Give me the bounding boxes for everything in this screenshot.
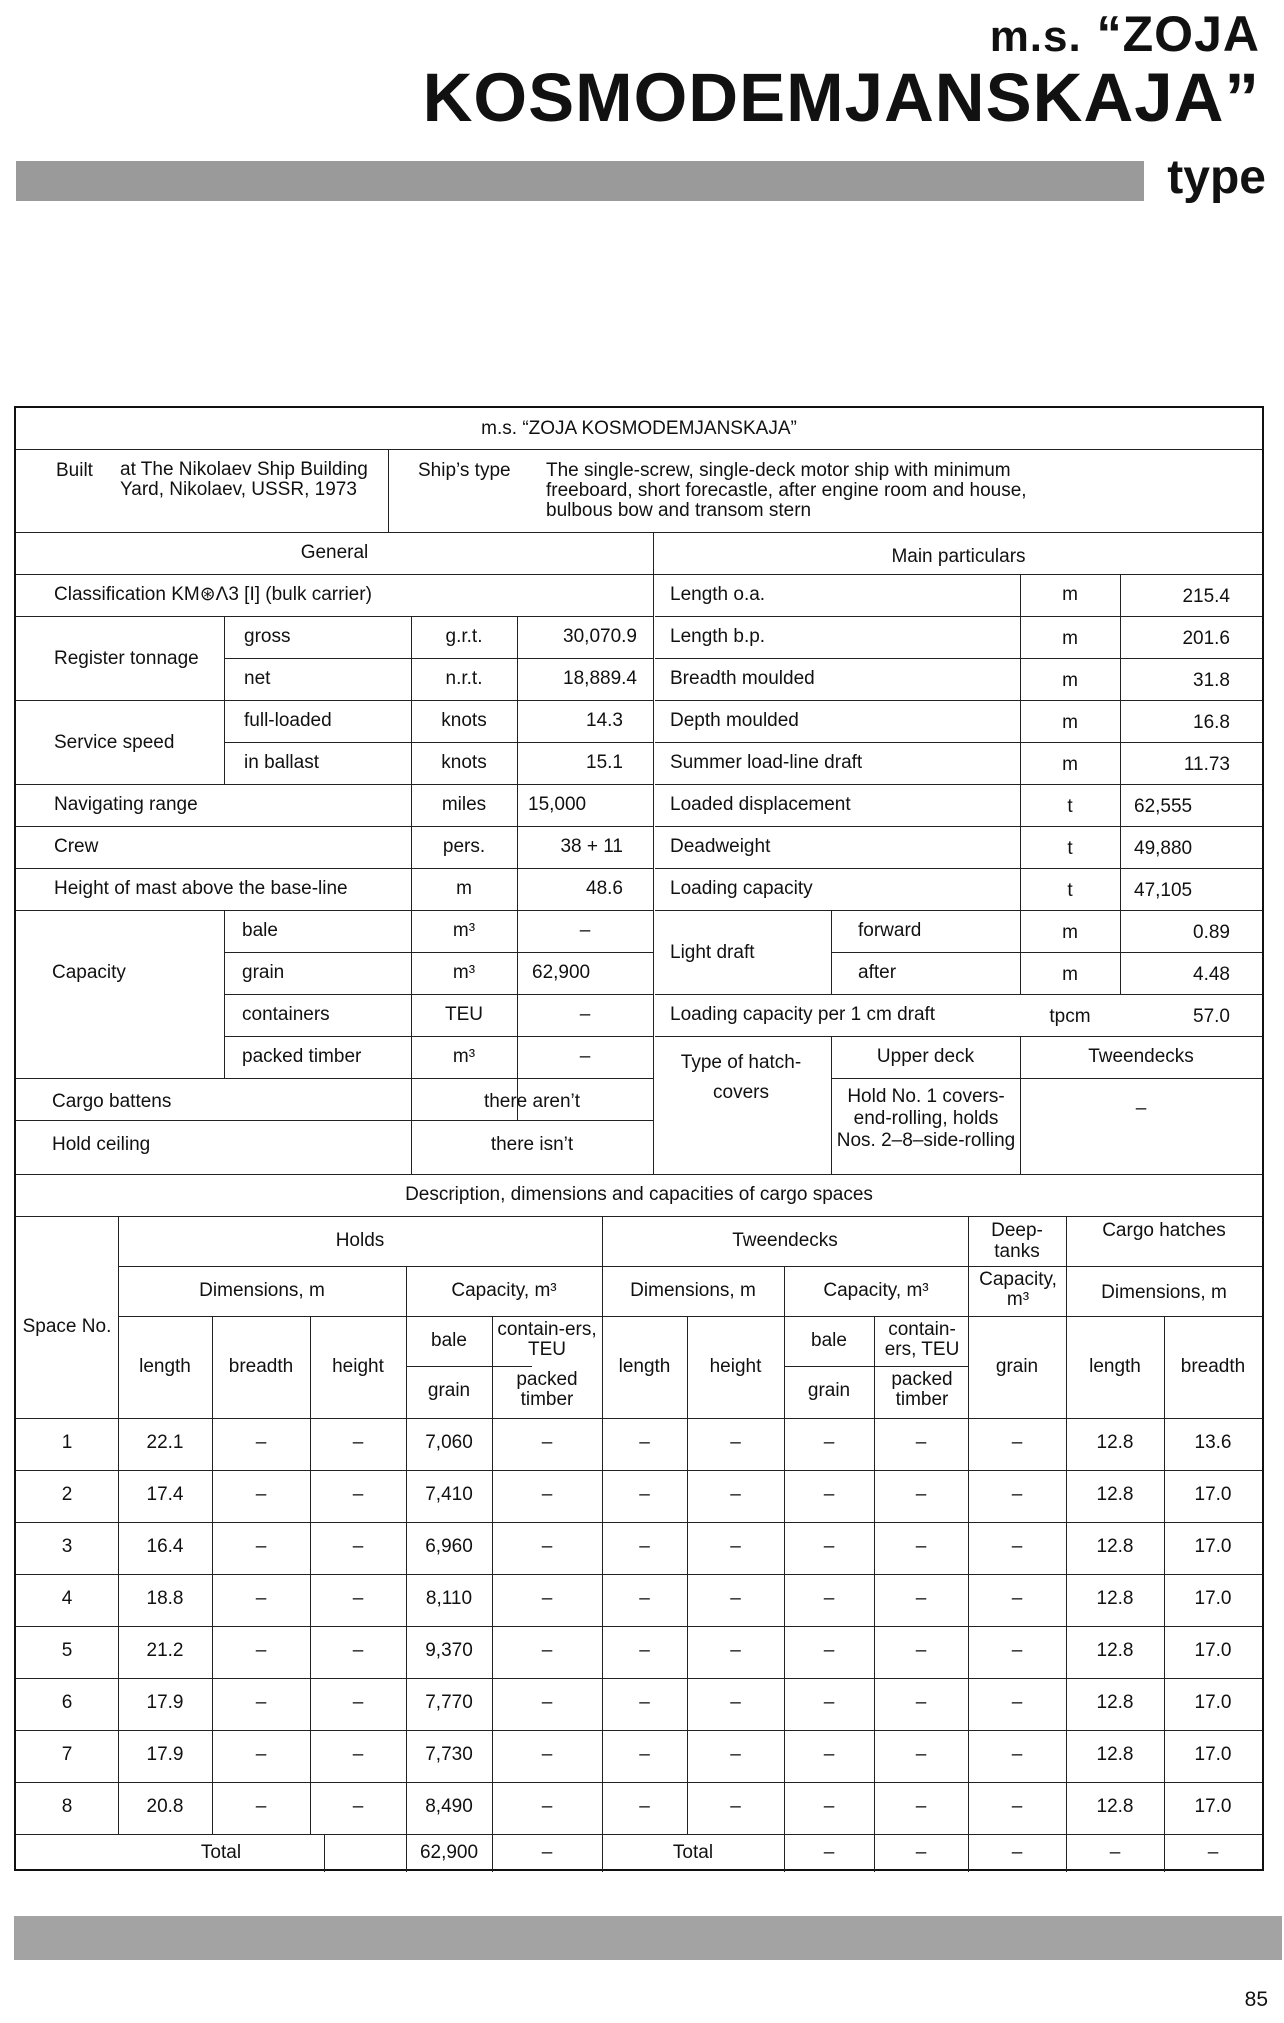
cell-breadth: – xyxy=(255,1588,267,1609)
mp-unit-7: t xyxy=(1067,880,1073,901)
cell-breadth: – xyxy=(255,1484,267,1505)
cell-breadth: – xyxy=(255,1536,267,1557)
mast-height-value: 48.6 xyxy=(586,878,623,899)
cell-length: 17.9 xyxy=(146,1692,184,1713)
holds-containers-header: contain-ers, TEU xyxy=(497,1319,597,1360)
light-draft-forward-unit: m xyxy=(1062,922,1078,943)
tweendecks-header: Tweendecks xyxy=(732,1230,838,1251)
cell-cont: – xyxy=(541,1484,553,1505)
cell-tw-cont: – xyxy=(915,1484,927,1505)
cap-grain-value: 62,900 xyxy=(532,962,591,983)
register-tonnage-label: Register tonnage xyxy=(54,648,199,669)
built-label: Built xyxy=(56,460,93,481)
mp-label-0: Length o.a. xyxy=(670,584,766,605)
holds-capacity-header: Capacity, m³ xyxy=(451,1280,557,1301)
cell-height: – xyxy=(352,1432,364,1453)
cell-deep: – xyxy=(1011,1692,1023,1713)
cell-tw-cont: – xyxy=(915,1432,927,1453)
mp-label-3: Depth moulded xyxy=(670,710,799,731)
cell-cont: – xyxy=(541,1640,553,1661)
hold-ceiling-label: Hold ceiling xyxy=(52,1134,151,1155)
navigating-range-value: 15,000 xyxy=(528,794,587,815)
navigating-range-label: Navigating range xyxy=(54,794,198,815)
cell-cont: – xyxy=(541,1796,553,1817)
cell-deep: – xyxy=(1011,1796,1023,1817)
mp-label-2: Breadth moulded xyxy=(670,668,815,689)
cell-breadth: – xyxy=(255,1692,267,1713)
mp-value-7: 47,105 xyxy=(1134,880,1193,901)
crew-value: 38 + 11 xyxy=(560,836,623,857)
hatches-length-header: length xyxy=(1089,1356,1141,1377)
tw-total-bale: – xyxy=(823,1842,835,1863)
deeptanks-capacity-header: Capacity, m³ xyxy=(979,1269,1057,1310)
net-label: net xyxy=(244,668,271,689)
cell-tw-cont: – xyxy=(915,1640,927,1661)
cell-length: 17.4 xyxy=(146,1484,184,1505)
cell-tw-cont: – xyxy=(915,1692,927,1713)
cell-no: 4 xyxy=(61,1588,73,1609)
cell-grain: 8,490 xyxy=(425,1796,473,1817)
gross-unit: g.r.t. xyxy=(445,626,483,647)
crew-label: Crew xyxy=(54,836,99,857)
cell-grain: 7,410 xyxy=(425,1484,473,1505)
cell-no: 1 xyxy=(61,1432,73,1453)
bottom-gray-bar xyxy=(14,1916,1282,1960)
cap-containers-unit: TEU xyxy=(445,1004,483,1025)
cell-tw-bale: – xyxy=(823,1588,835,1609)
space-no-header: Space No. xyxy=(22,1316,112,1337)
page-number: 85 xyxy=(1244,1988,1268,2011)
cell-grain: 7,770 xyxy=(425,1692,473,1713)
capacity-label: Capacity xyxy=(52,962,126,983)
title-prefix: m.s. xyxy=(989,12,1082,61)
mp-label-5: Loaded displacement xyxy=(670,794,851,815)
cell-h-len: 12.8 xyxy=(1096,1692,1134,1713)
cell-h-br: 17.0 xyxy=(1194,1692,1232,1713)
cell-h-br: 17.0 xyxy=(1194,1536,1232,1557)
cell-deep: – xyxy=(1011,1640,1023,1661)
cell-tw-h: – xyxy=(730,1692,741,1713)
cap-timber-value: – xyxy=(579,1046,591,1067)
title-suffix: type xyxy=(1167,151,1266,204)
cell-tw-len: – xyxy=(639,1432,650,1453)
cell-h-len: 12.8 xyxy=(1096,1432,1134,1453)
per-cm-label: Loading capacity per 1 cm draft xyxy=(670,1004,936,1025)
ship-data-table xyxy=(14,406,1264,1871)
light-draft-after-unit: m xyxy=(1062,964,1078,985)
cell-h-br: 17.0 xyxy=(1194,1744,1232,1765)
hatches-total-breadth: – xyxy=(1207,1842,1219,1863)
holds-height-header: height xyxy=(332,1356,384,1377)
light-draft-forward-label: forward xyxy=(858,920,922,941)
cap-grain-label: grain xyxy=(242,962,285,983)
cell-no: 8 xyxy=(61,1796,73,1817)
cell-deep: – xyxy=(1011,1484,1023,1505)
mp-label-1: Length b.p. xyxy=(670,626,766,647)
cell-tw-cont: – xyxy=(915,1588,927,1609)
hatches-breadth-header: breadth xyxy=(1180,1356,1246,1377)
hold-ceiling-value: there isn’t xyxy=(490,1134,574,1155)
cell-tw-h: – xyxy=(730,1484,741,1505)
holds-total-label: Total xyxy=(200,1842,242,1863)
cell-cont: – xyxy=(541,1692,553,1713)
tw-capacity-header: Capacity, m³ xyxy=(823,1280,929,1301)
holds-total-containers: – xyxy=(541,1842,553,1863)
cell-cont: – xyxy=(541,1536,553,1557)
navigating-range-unit: miles xyxy=(441,794,487,815)
hatches-dimensions-header: Dimensions, m xyxy=(1101,1282,1227,1303)
tw-timber-header: packed timber xyxy=(891,1369,953,1410)
mp-value-1: 201.6 xyxy=(1182,628,1230,649)
cell-no: 6 xyxy=(61,1692,73,1713)
tw-grain-header: grain xyxy=(807,1380,851,1401)
cell-height: – xyxy=(352,1796,364,1817)
net-unit: n.r.t. xyxy=(445,668,483,689)
per-cm-unit: tpcm xyxy=(1049,1006,1091,1027)
deeptanks-header: Deep-tanks xyxy=(991,1220,1043,1262)
light-draft-label: Light draft xyxy=(670,942,755,963)
hatch-covers-label: Type of hatch-covers xyxy=(680,1052,802,1103)
built-value: at The Nikolaev Ship Building Yard, Nikolaev, USSR, 1973 xyxy=(120,459,368,500)
cell-tw-h: – xyxy=(730,1744,741,1765)
tw-bale-header: bale xyxy=(811,1330,847,1351)
cell-no: 2 xyxy=(61,1484,73,1505)
cargo-battens-label: Cargo battens xyxy=(52,1091,172,1112)
mp-unit-1: m xyxy=(1062,628,1078,649)
hatch-upper-deck-label: Upper deck xyxy=(876,1046,975,1067)
cell-grain: 6,960 xyxy=(425,1536,473,1557)
mast-height-label: Height of mast above the base-line xyxy=(54,878,348,899)
hatch-tweendecks-value: – xyxy=(1135,1098,1147,1119)
title-gray-bar xyxy=(16,161,1144,201)
holds-bale-header: bale xyxy=(431,1330,467,1351)
cell-breadth: – xyxy=(255,1640,267,1661)
cell-breadth: – xyxy=(255,1796,267,1817)
cell-h-len: 12.8 xyxy=(1096,1588,1134,1609)
main-particulars-heading: Main particulars xyxy=(891,546,1026,567)
cargo-hatches-header: Cargo hatches xyxy=(1102,1220,1226,1241)
cell-tw-h: – xyxy=(730,1432,741,1453)
cell-deep: – xyxy=(1011,1536,1023,1557)
cell-length: 20.8 xyxy=(146,1796,184,1817)
crew-unit: pers. xyxy=(442,836,486,857)
cap-containers-value: – xyxy=(579,1004,591,1025)
cell-deep: – xyxy=(1011,1744,1023,1765)
classification: Classification KM⊛Λ3 [I] (bulk carrier) xyxy=(54,584,372,605)
cell-tw-h: – xyxy=(730,1796,741,1817)
tw-containers-header: contain-ers, TEU xyxy=(884,1319,960,1360)
holds-breadth-header: breadth xyxy=(228,1356,294,1377)
cell-length: 22.1 xyxy=(146,1432,184,1453)
cell-h-len: 12.8 xyxy=(1096,1536,1134,1557)
cell-h-br: 13.6 xyxy=(1194,1432,1232,1453)
title-name-part-2: KOSMODEMJANSKAJA” xyxy=(422,59,1260,136)
cell-height: – xyxy=(352,1640,364,1661)
hatch-upper-deck-value: Hold No. 1 covers-end-rolling, holds Nos. 2–8–side-rolling xyxy=(836,1086,1016,1151)
mp-value-2: 31.8 xyxy=(1193,670,1230,691)
cell-h-br: 17.0 xyxy=(1194,1796,1232,1817)
mp-value-3: 16.8 xyxy=(1193,712,1230,733)
cap-timber-label: packed timber xyxy=(242,1046,362,1067)
holds-length-header: length xyxy=(139,1356,191,1377)
holds-dimensions-header: Dimensions, m xyxy=(199,1280,325,1301)
tw-height-header: height xyxy=(709,1356,762,1377)
full-loaded-value: 14.3 xyxy=(586,710,623,731)
cell-tw-bale: – xyxy=(823,1640,835,1661)
cell-tw-bale: – xyxy=(823,1432,835,1453)
hatch-tweendecks-label: Tweendecks xyxy=(1088,1046,1194,1067)
cell-tw-cont: – xyxy=(915,1536,927,1557)
full-loaded-label: full-loaded xyxy=(244,710,332,731)
mp-value-4: 11.73 xyxy=(1183,754,1230,775)
mp-value-5: 62,555 xyxy=(1134,796,1193,817)
mp-unit-6: t xyxy=(1067,838,1073,859)
mp-unit-0: m xyxy=(1062,584,1078,605)
mp-label-4: Summer load-line draft xyxy=(670,752,863,773)
cell-tw-h: – xyxy=(730,1640,741,1661)
cell-tw-h: – xyxy=(730,1588,741,1609)
cell-grain: 7,060 xyxy=(425,1432,473,1453)
cargo-battens-value: there aren’t xyxy=(483,1091,581,1112)
holds-total-grain: 62,900 xyxy=(419,1842,479,1863)
ship-type-value: The single-screw, single-deck motor ship with minimum freeboard, short forecastle, after engine room and house, bulbous bow and transom stern xyxy=(546,460,1027,521)
mp-label-6: Deadweight xyxy=(670,836,771,857)
gross-value: 30,070.9 xyxy=(563,626,637,647)
deeptanks-grain-header: grain xyxy=(995,1356,1039,1377)
cell-h-len: 12.8 xyxy=(1096,1640,1134,1661)
cell-height: – xyxy=(352,1744,364,1765)
holds-grain-header: grain xyxy=(427,1380,471,1401)
hatches-total-length: – xyxy=(1109,1842,1121,1863)
general-heading: General xyxy=(300,542,369,563)
mp-unit-5: t xyxy=(1067,796,1073,817)
cell-tw-cont: – xyxy=(915,1796,927,1817)
title-name-part-1: “ZOJA xyxy=(1096,6,1260,62)
cell-no: 5 xyxy=(61,1640,73,1661)
cell-grain: 9,370 xyxy=(425,1640,473,1661)
cell-length: 18.8 xyxy=(146,1588,184,1609)
ballast-value: 15.1 xyxy=(586,752,623,773)
cell-deep: – xyxy=(1011,1432,1023,1453)
cell-deep: – xyxy=(1011,1588,1023,1609)
cell-tw-bale: – xyxy=(823,1536,835,1557)
cell-height: – xyxy=(352,1692,364,1713)
tw-total-containers: – xyxy=(915,1842,927,1863)
cap-bale-value: – xyxy=(579,920,591,941)
mp-unit-4: m xyxy=(1062,754,1078,775)
holds-header: Holds xyxy=(335,1230,385,1251)
cell-tw-h: – xyxy=(730,1536,741,1557)
mp-unit-2: m xyxy=(1062,670,1078,691)
cell-height: – xyxy=(352,1484,364,1505)
light-draft-forward-value: 0.89 xyxy=(1193,922,1230,943)
per-cm-value: 57.0 xyxy=(1193,1006,1230,1027)
table-title: m.s. “ZOJA KOSMODEMJANSKAJA” xyxy=(481,418,797,439)
cell-length: 21.2 xyxy=(146,1640,184,1661)
tw-length-header: length xyxy=(618,1356,671,1377)
light-draft-after-label: after xyxy=(858,962,897,983)
cell-length: 16.4 xyxy=(146,1536,184,1557)
tw-total-label: Total xyxy=(672,1842,714,1863)
ballast-label: in ballast xyxy=(244,752,319,773)
mp-unit-3: m xyxy=(1062,712,1078,733)
cell-no: 7 xyxy=(61,1744,73,1765)
cell-h-br: 17.0 xyxy=(1194,1484,1232,1505)
cell-tw-len: – xyxy=(639,1588,650,1609)
gross-label: gross xyxy=(244,626,291,647)
ballast-unit: knots xyxy=(441,752,487,773)
cap-containers-label: containers xyxy=(242,1004,330,1025)
cell-height: – xyxy=(352,1536,364,1557)
cell-grain: 8,110 xyxy=(425,1588,473,1609)
cell-breadth: – xyxy=(255,1432,267,1453)
cell-h-br: 17.0 xyxy=(1194,1640,1232,1661)
cell-grain: 7,730 xyxy=(425,1744,473,1765)
cell-tw-bale: – xyxy=(823,1744,835,1765)
service-speed-label: Service speed xyxy=(54,732,175,753)
cell-tw-len: – xyxy=(639,1796,650,1817)
cell-tw-bale: – xyxy=(823,1796,835,1817)
mast-height-unit: m xyxy=(456,878,472,899)
cell-h-len: 12.8 xyxy=(1096,1796,1134,1817)
mp-value-0: 215.4 xyxy=(1182,586,1230,607)
cargo-spaces-heading: Description, dimensions and capacities of cargo spaces xyxy=(405,1184,873,1205)
cell-tw-len: – xyxy=(639,1640,650,1661)
cell-tw-bale: – xyxy=(823,1692,835,1713)
cell-h-br: 17.0 xyxy=(1194,1588,1232,1609)
ship-type-label: Ship’s type xyxy=(418,460,511,481)
cell-tw-len: – xyxy=(639,1536,650,1557)
tw-dimensions-header: Dimensions, m xyxy=(630,1280,756,1301)
cap-timber-unit: m³ xyxy=(452,1046,476,1067)
cell-height: – xyxy=(352,1588,364,1609)
cell-tw-len: – xyxy=(639,1484,650,1505)
cell-tw-len: – xyxy=(639,1692,650,1713)
cell-cont: – xyxy=(541,1744,553,1765)
cap-bale-label: bale xyxy=(242,920,278,941)
deeptanks-total: – xyxy=(1011,1842,1023,1863)
cell-h-len: 12.8 xyxy=(1096,1484,1134,1505)
cell-tw-cont: – xyxy=(915,1744,927,1765)
mp-label-7: Loading capacity xyxy=(670,878,813,899)
cell-breadth: – xyxy=(255,1744,267,1765)
mp-value-6: 49,880 xyxy=(1134,838,1193,859)
cell-no: 3 xyxy=(61,1536,73,1557)
full-loaded-unit: knots xyxy=(441,710,487,731)
cell-cont: – xyxy=(541,1588,553,1609)
cell-tw-bale: – xyxy=(823,1484,835,1505)
cap-grain-unit: m³ xyxy=(452,962,476,983)
holds-timber-header: packed timber xyxy=(516,1369,578,1410)
cell-length: 17.9 xyxy=(146,1744,184,1765)
net-value: 18,889.4 xyxy=(563,668,637,689)
cell-tw-len: – xyxy=(639,1744,650,1765)
light-draft-after-value: 4.48 xyxy=(1193,964,1230,985)
cell-cont: – xyxy=(541,1432,553,1453)
cap-bale-unit: m³ xyxy=(452,920,476,941)
cell-h-len: 12.8 xyxy=(1096,1744,1134,1765)
